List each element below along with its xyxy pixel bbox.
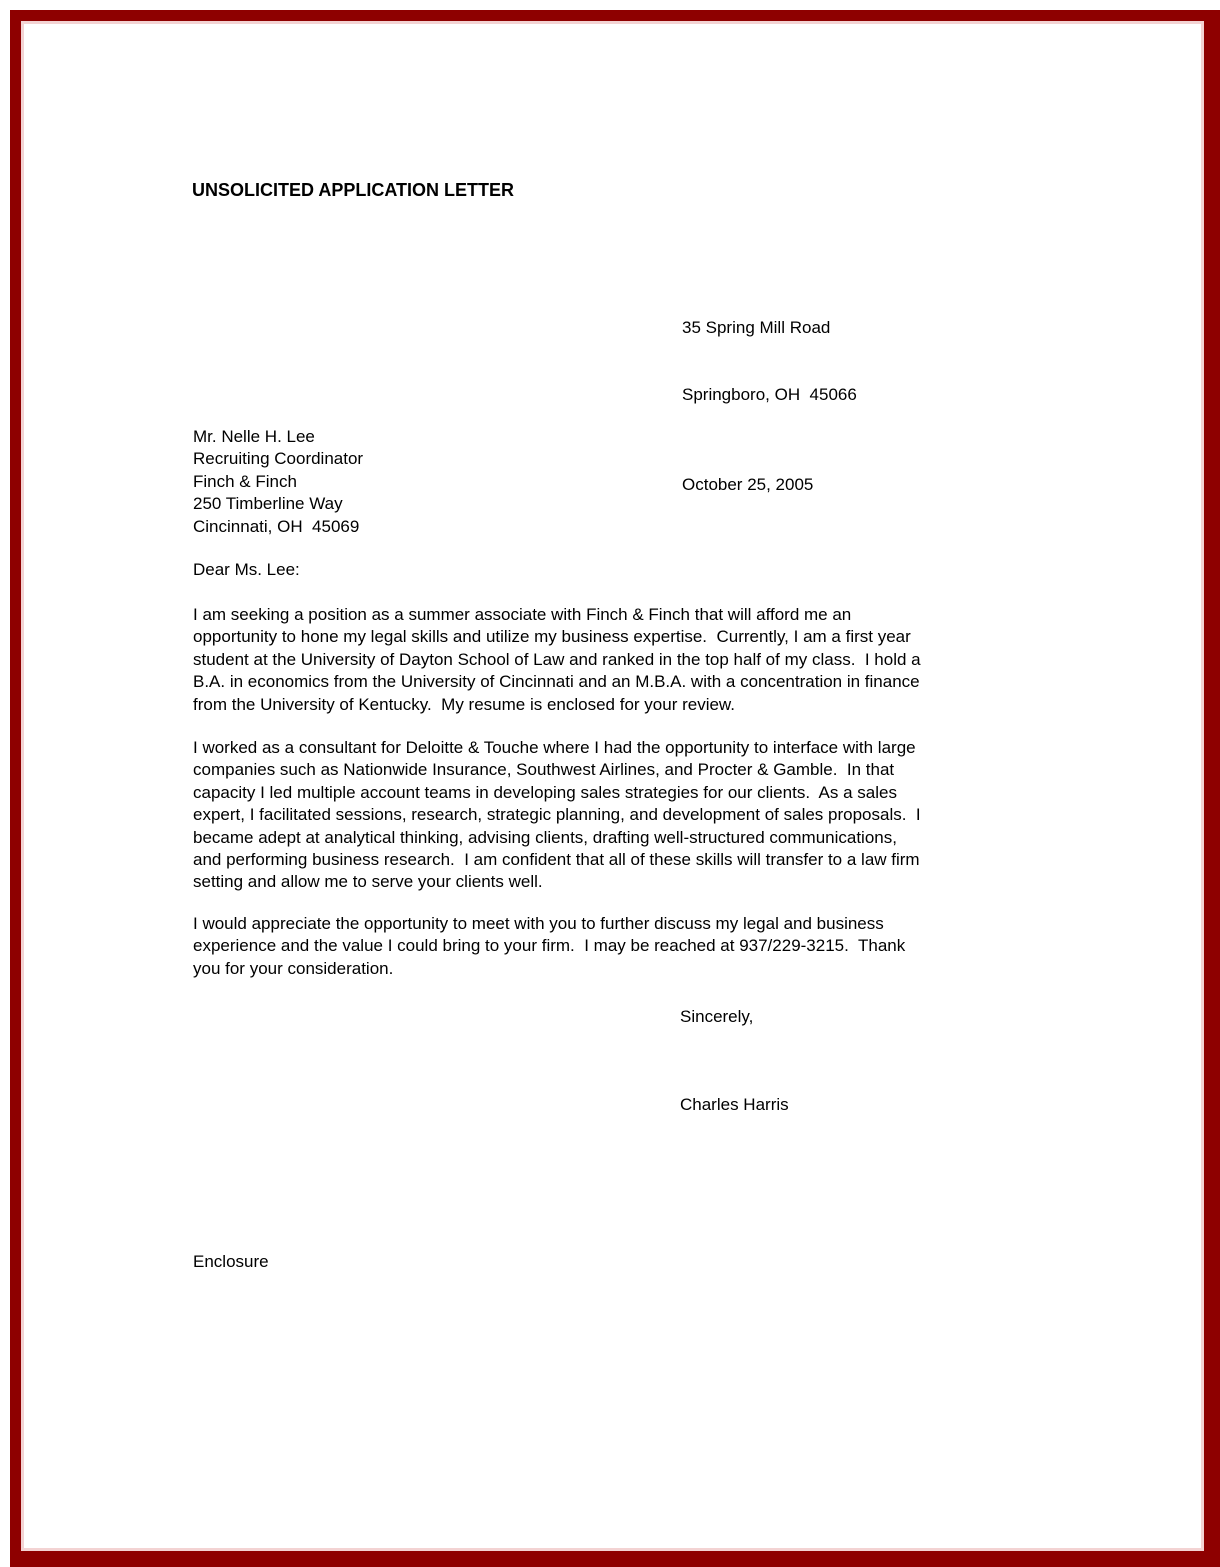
text-line: student at the University of Dayton School of Law and ranked in the top half of my class. I hold a xyxy=(193,649,921,669)
letter-title: UNSOLICITED APPLICATION LETTER xyxy=(192,180,514,200)
text-line: became adept at analytical thinking, advising clients, drafting well-structured communications, xyxy=(193,827,897,847)
recipient-address-line: Finch & Finch xyxy=(193,471,297,491)
text-line: companies such as Nationwide Insurance, Southwest Airlines, and Procter & Gamble. In that xyxy=(193,760,895,780)
text-line: B.A. in economics from the University of Cincinnati and an M.B.A. with a concentration in finance xyxy=(193,672,920,692)
recipient-address-line: Mr. Nelle H. Lee xyxy=(193,427,315,446)
text-line: and performing business research. I am confident that all of these skills will transfer to a law firm xyxy=(193,850,920,870)
text-line: I am seeking a position as a summer associate with Finch & Finch that will afford me an xyxy=(193,605,852,624)
text-line: opportunity to hone my legal skills and utilize my business expertise. Currently, I am a first year xyxy=(193,627,911,647)
text-line: capacity I led multiple account teams in developing sales strategies for our clients. As a sales xyxy=(193,782,897,802)
text-line: you for your consideration. xyxy=(193,958,394,978)
recipient-address-line: Cincinnati, OH 45069 xyxy=(193,516,360,536)
closing: Sincerely, xyxy=(680,1007,754,1026)
text-line: experience and the value I could bring to your firm. I may be reached at 937/229-3215. Thank xyxy=(193,936,906,956)
body-paragraph-3 xyxy=(193,913,905,980)
salutation: Dear Ms. Lee: xyxy=(193,560,300,579)
text-line: I would appreciate the opportunity to meet with you to further discuss my legal and business xyxy=(193,914,884,933)
signature-name: Charles Harris xyxy=(680,1095,789,1114)
text-line: expert, I facilitated sessions, research, strategic planning, and development of sales proposals. I xyxy=(193,805,921,825)
recipient-address-line: Recruiting Coordinator xyxy=(193,449,364,469)
sender-address-line: 35 Spring Mill Road xyxy=(682,317,831,337)
text-line: setting and allow me to serve your clients well. xyxy=(193,872,543,892)
recipient-address-block xyxy=(193,426,363,538)
text-line: I worked as a consultant for Deloitte & Touche where I had the opportunity to interface with large xyxy=(193,738,916,757)
text-line: from the University of Kentucky. My resume is enclosed for your review. xyxy=(193,694,735,714)
recipient-address-line: 250 Timberline Way xyxy=(193,494,343,514)
letter-date: October 25, 2005 xyxy=(682,474,814,494)
body-paragraph-1 xyxy=(193,604,921,716)
enclosure-note: Enclosure xyxy=(193,1252,269,1271)
body-paragraph-2 xyxy=(193,737,921,894)
sender-address-line: Springboro, OH 45066 xyxy=(682,385,857,405)
sender-address-block xyxy=(682,272,857,541)
